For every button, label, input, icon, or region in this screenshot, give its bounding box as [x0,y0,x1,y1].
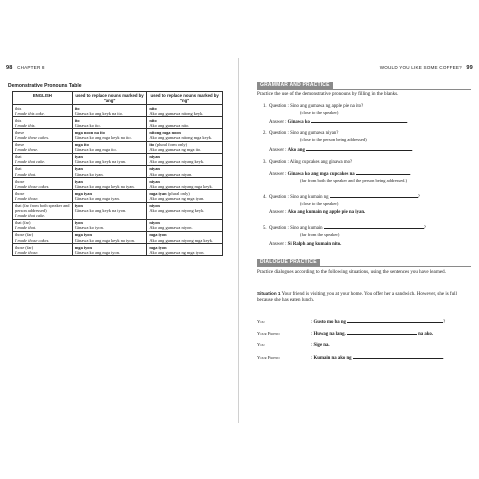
page-number-right: 99 [466,65,473,71]
table-row [13,231,223,243]
table-row [13,202,223,219]
question-4: 4. Question : Sino ang kumain ng ? (close to the speaker) [263,195,420,206]
dialogue-line-4: Your Friend : Kumain na ako ng . [257,355,444,361]
answer-1-blank[interactable] [311,118,407,123]
situation-label: Situation 1 [257,291,281,296]
answer-4: Answer : Ako ang kumain ng apple pie na iyan. [269,210,366,215]
cell-ang: iyon Ginawa ko ang keyk na iyon. [72,202,147,219]
cell-ang: iyon Ginawa ko iyon. [72,219,147,231]
left-page [0,0,237,479]
cell-ang: mga noon na ito Ginawa ko ang mga keyk na ito. [72,129,147,141]
cell-ang: mga iyon Ginawa ko ang mga iyon. [72,244,147,256]
table-row [13,129,223,141]
cell-english: that (far) I made that. [13,219,73,231]
running-head-left [6,65,45,71]
page-gutter [238,58,239,423]
cell-ng: niyan Ako ang gumawa niyan. [147,165,223,177]
cell-ng: ito (plural form only) Ako ang gumawa ng mga ito. [147,141,223,153]
cell-english: that I made that. [13,165,73,177]
situation-1 [257,291,471,305]
table-row [13,219,223,231]
cell-ng: mga iyon Ako ang gumawa ng mga iyon. [147,244,223,256]
answer-1: Answer : Ginawa ko . [269,120,409,125]
table-row [13,165,223,177]
cell-ang: mga iyon Ginawa ko ang mga keyk na iyon. [72,231,147,243]
dialogue-4-blank[interactable] [353,354,443,359]
cell-ang: iyan Ginawa ko ang mga keyk na iyan. [72,178,147,190]
cell-ng: nitong mga noon Ako ang gumawa nitong mga keyk. [147,129,223,141]
answer-3-blank[interactable] [356,170,410,175]
cell-english: this I made this. [13,117,73,129]
dialogue-2-blank[interactable] [347,330,417,335]
table-body [13,105,223,256]
cell-ang: mga iyan Ginawa ko ang mga iyan. [72,190,147,202]
cell-english: these I made these cakes. [13,129,73,141]
grammar-intro: Practice the use of the demonstrative pronouns by filling in the blanks. [257,92,399,97]
table-header-row [13,92,223,105]
chapter-label: CHAPTER 8 [17,65,45,70]
right-page [241,0,479,479]
answer-2: Answer : Ako ang . [269,148,414,153]
question-3: 3. Question : Aling cupcakes ang ginawa mo? [263,160,353,165]
cell-ang: mga ito Ginawa ko ang mga ito. [72,141,147,153]
table-row [13,244,223,256]
header-ng: used to replace nouns marked by "ng" [147,92,223,105]
cell-ng: mga iyon Ako ang gumawa niyong mga keyk. [147,231,223,243]
table-title: Demonstrative Pronouns Table [8,83,82,89]
cell-ang: ito Ginawa ko ito. [72,117,147,129]
cell-ang: iyan Ginawa ko ang keyk na iyan. [72,153,147,165]
table-row [13,141,223,153]
header-ang: used to replace nouns marked by "ang" [72,92,147,105]
dialogue-1-blank[interactable] [347,318,443,323]
answer-5: Answer : Si Ralph ang kumain nito. [269,242,342,247]
cell-ng: niyan Ako ang gumawa niyang mga keyk. [147,178,223,190]
situation-text: Your friend is visiting you at your home. You offer her a sandwich. However, she is full because she has eaten lunch. [257,292,457,304]
dialogue-line-3: You : Sige na. [257,342,330,348]
cell-ng: niyon Ako ang gumawa niyong keyk. [147,202,223,219]
cell-english: those I made those cakes. [13,178,73,190]
question-1: 1. Question : Sino ang gumawa ng apple pie na ito? (close to the speaker) [263,104,364,115]
dialogue-line-2: Your Friend : Huwag na lang. na ako. [257,331,434,337]
cell-english: those (far) I made those. [13,244,73,256]
cell-english: this I made this cake. [13,105,73,117]
answer-2-blank[interactable] [306,146,412,151]
cell-english: that I made that cake. [13,153,73,165]
cell-ang: iyan Ginawa ko iyan. [72,165,147,177]
cell-english: that (far from both speaker and person addressed) I made that cake. [13,202,73,219]
grammar-rule [257,89,471,90]
cell-ng: mga iyan (plural only) Ako ang gumawa ng mga iyan. [147,190,223,202]
grammar-heading: GRAMMAR AND PRACTICE [257,82,333,89]
dialogue-line-1: You : Gusto mo ba ng ? [257,319,446,325]
question-5-blank[interactable] [324,224,424,229]
cell-ang: ito Ginawa ko ang keyk na ito. [72,105,147,117]
cell-english: these I made these. [13,141,73,153]
cell-ng: niyon Ako ang gumawa niyon. [147,219,223,231]
cell-ng: niyan Ako ang gumawa niyang keyk. [147,153,223,165]
table-row [13,153,223,165]
cell-ng: nito Ako ang gumawa nito. [147,117,223,129]
table-row [13,178,223,190]
table-row [13,117,223,129]
running-head-right [380,65,473,71]
table-row [13,105,223,117]
running-head-title: WOULD YOU LIKE SOME COFFEE? [379,65,462,70]
page-number-left: 98 [6,65,13,71]
answer-3: Answer : Ginawa ko ang mga cupcakes na . (far from both the speaker and the person being addressed.) [269,172,412,183]
question-5: 5. Question : Sino ang kumain ? (far from the speaker) [263,226,426,237]
dialogue-heading: DIALOGUE PRACTICE [257,259,320,266]
table-row [13,190,223,202]
cell-english: those (far) I made those cakes. [13,231,73,243]
cell-english: those I made those. [13,190,73,202]
demonstrative-pronouns-table [12,91,223,256]
question-4-blank[interactable] [330,193,418,198]
dialogue-intro: Practice dialogues according to the following situations, using the sentences you have learned. [257,270,446,275]
dialogue-rule [257,266,471,267]
header-english: ENGLISH [13,92,73,105]
cell-ng: nito Ako ang gumawa nitong keyk. [147,105,223,117]
question-2: 2. Question : Sino ang gumawa niyan? (close to the person being addressed) [263,131,367,142]
